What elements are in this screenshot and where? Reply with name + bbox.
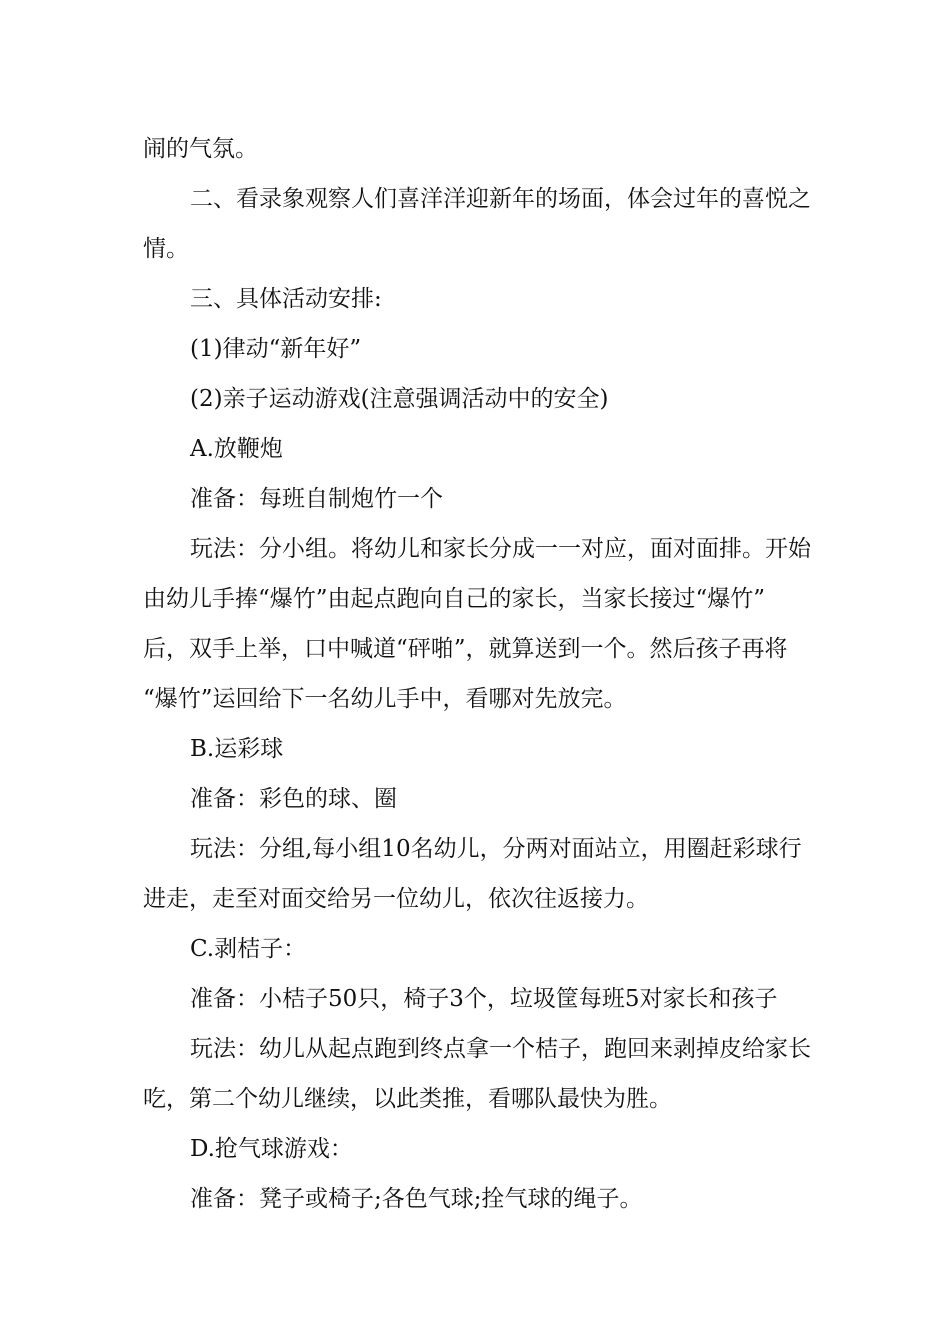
game-title: B.运彩球 [190, 736, 284, 762]
text-line: 准备：彩色的球、圈 [190, 786, 397, 812]
text-line: 玩法：分小组。将幼儿和家长分成一一对应，面对面排。开始 [190, 536, 811, 562]
list-item: (1)律动“新年好” [190, 336, 362, 362]
text-line: 准备：每班自制炮竹一个 [190, 486, 443, 512]
text-line: 进走，走至对面交给另一位幼儿，依次往返接力。 [143, 886, 649, 912]
list-item: (2)亲子运动游戏(注意强调活动中的安全) [190, 386, 609, 412]
game-title: C.剥桔子： [190, 936, 307, 962]
text-line: 准备：凳子或椅子;各色气球;拴气球的绳子。 [190, 1186, 643, 1212]
section-heading: 三、具体活动安排: [190, 286, 382, 312]
text-line: 玩法：幼儿从起点跑到终点拿一个桔子，跑回来剥掉皮给家长 [190, 1036, 811, 1062]
text-line: 吃，第二个幼儿继续，以此类推，看哪队最快为胜。 [143, 1086, 672, 1112]
text-line: 情。 [143, 236, 189, 262]
text-line: 玩法：分组,每小组10名幼儿，分两对面站立，用圈赶彩球行 [190, 836, 802, 862]
text-line: 由幼儿手捧“爆竹”由起点跑向自己的家长，当家长接过“爆竹” [143, 586, 766, 612]
text-line: 闹的气氛。 [143, 136, 258, 162]
text-line: 后，双手上举，口中喊道“砰啪”，就算送到一个。然后孩子再将 [143, 636, 788, 662]
section-heading: 二、看录象观察人们喜洋洋迎新年的场面，体会过年的喜悦之 [190, 186, 811, 212]
game-title: D.抢气球游戏： [190, 1136, 353, 1162]
text-line: “爆竹”运回给下一名幼儿手中，看哪对先放完。 [143, 686, 627, 712]
text-line: 准备：小桔子50只，椅子3个，垃圾筐每班5对家长和孩子 [190, 986, 778, 1012]
game-title: A.放鞭炮 [190, 436, 283, 462]
